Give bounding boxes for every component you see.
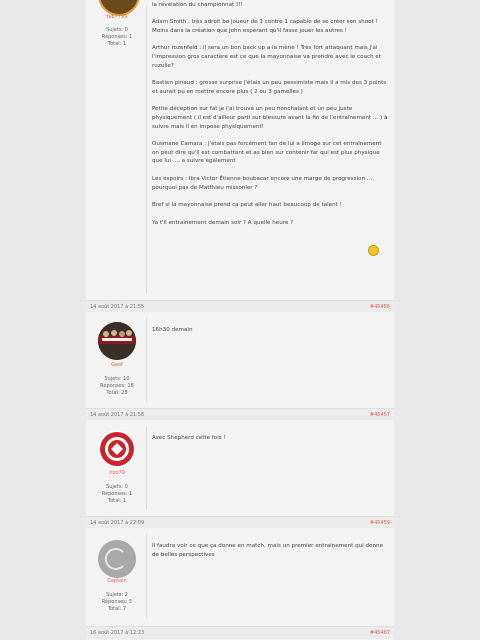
post-paragraph: Ousmane Camara : j'étais pas forcément fan de lui a limoge sur cet entraînement on peut dire qu'il est combattant et as bien sur contenir far qui est plus physique que lui .... a suivre également [152, 141, 382, 165]
post-paragraph: Petite déception sur fat je l'ai trouvé un peu nonchalant et un peu juste physiquement ( il est d'ailleur parti sur blessure avant la fin de l'entraînement ... ) à suivre mais il en impose physiquement! [152, 106, 388, 130]
post-author [86, 312, 146, 408]
user-replies: Réponses: 1 [101, 34, 133, 40]
column-divider [146, 318, 147, 402]
post-author [86, 0, 146, 300]
post-permalink[interactable]: #45467 [369, 630, 390, 636]
post-permalink[interactable]: #45456 [369, 304, 390, 310]
post-paragraph: Arthur rozenfeld : il sera un bon back up a la mène ! Très fort attaquant mais j'ai l'impression gros caractère est ce que la mayonnaise va prendre avec le coach et ruzulie? [152, 45, 382, 69]
post-content [152, 434, 390, 452]
username-link[interactable]: Captain [107, 578, 127, 584]
post-meta-bar [86, 626, 394, 639]
column-divider [146, 534, 147, 618]
post-content [152, 0, 390, 236]
avatar[interactable] [98, 322, 136, 360]
username-link[interactable]: rico79 [109, 470, 125, 476]
user-subjects: Sujets: 2 [106, 592, 128, 598]
forum-post [86, 420, 394, 528]
user-replies: Réponses: 5 [101, 599, 133, 605]
avatar[interactable] [98, 430, 136, 468]
post-paragraph: Bref si la mayonnaise prend ca peut aller haut beaucoup de talent ! [152, 202, 342, 209]
user-replies: Réponses: 1 [101, 491, 133, 497]
user-stats [86, 27, 148, 48]
team-photo-icon [98, 322, 136, 360]
post-paragraph: Bastien pinaud : grosse surprise j'étais un peu pessimiste mais il a mis des 3 points et aurait pu en mettre encore plus ( 2 ou 3 gamelles ) [152, 80, 387, 95]
forum-post [86, 0, 394, 312]
user-total: Total: 1 [107, 498, 127, 504]
forum-thread [86, 0, 394, 640]
post-author [86, 528, 146, 624]
post-paragraph: 16h30 demain [152, 327, 193, 333]
user-stats [86, 484, 148, 505]
post-paragraph: Il faudra voir ce que ça donne en match, mais un premier entrainement qui donne de belles perspectives [152, 543, 384, 558]
post-date: 14 août 2017 à 21:58 [90, 412, 145, 418]
forum-post [86, 312, 394, 420]
post-permalink[interactable]: #45457 [369, 412, 390, 418]
forum-post [86, 528, 394, 640]
smiley-icon [368, 245, 379, 256]
post-paragraph: Les espoirs : Ibra Victor Étienne boubacar encore une marge de progression ... pourquoi pas de Matthieu missonier ? [152, 175, 373, 191]
post-paragraph: Adam Smith : très adroit bo joueur de 1 contre 1 capable de se créer son shoot ! Moins dans la création que John espérant qu'il fasse jouer les autres ! [152, 19, 378, 34]
post-date: 14 août 2017 à 22:09 [90, 520, 145, 526]
avatar[interactable] [98, 540, 136, 578]
user-stats [86, 376, 148, 397]
post-date: 14 août 2017 à 21:55 [90, 304, 145, 310]
user-subjects: Sujets: 0 [106, 484, 128, 490]
column-divider [146, 426, 147, 510]
user-total: Total: 28 [106, 390, 128, 396]
post-permalink[interactable]: #45459 [369, 520, 390, 526]
post-content [152, 326, 390, 344]
post-paragraph: la révélation du championnat !!! [152, 1, 243, 8]
post-paragraph: Avec Shepherd cette fois ! [152, 435, 226, 441]
username-link[interactable]: fab7799 [106, 14, 128, 20]
column-divider [146, 6, 147, 294]
default-avatar-icon [98, 540, 136, 578]
user-total: Total: 1 [107, 41, 127, 47]
post-paragraph: Ya t'il entrainement demain soir ? A quelle heure ? [152, 219, 294, 226]
post-author [86, 420, 146, 516]
club-logo-icon [98, 430, 136, 468]
user-replies: Réponses: 18 [100, 383, 134, 389]
post-content [152, 542, 390, 568]
username-link[interactable]: Geof [111, 362, 123, 368]
user-stats [86, 592, 148, 613]
user-subjects: Sujets: 0 [106, 27, 128, 33]
user-total: Total: 7 [107, 606, 127, 612]
post-date: 16 août 2017 à 12:23 [90, 630, 145, 636]
user-subjects: Sujets: 10 [104, 376, 130, 382]
